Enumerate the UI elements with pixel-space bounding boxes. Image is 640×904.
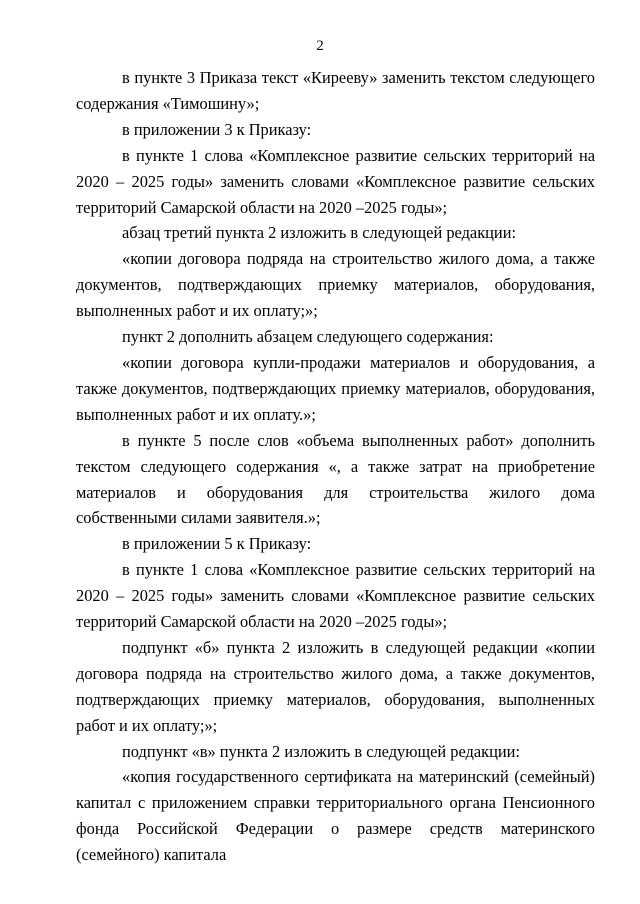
paragraph-12: подпункт «в» пункта 2 изложить в следующей редакции: bbox=[122, 741, 520, 761]
paragraph-11: подпункт «б» пункта 2 изложить в следующей редакции «копии договора подряда на строительство жилого дома, а также документов, подтверждающих приемку материалов, оборудования, выполненных работ и их оплату;»; bbox=[76, 637, 595, 735]
page-number: 2 bbox=[316, 38, 324, 54]
paragraph-13: «копия государственного сертификата на материнский (семейный) капитал с приложением справки территориального органа Пенсионного фонда Российской Федерации о размере средств материнского (семейного) капитала bbox=[76, 767, 595, 865]
paragraph-7: «копии договора купли-продажи материалов и оборудования, а также документов, подтверждающих приемку материалов, оборудования, выполненных работ и их оплату.»; bbox=[76, 352, 595, 424]
paragraph-2: в приложении 3 к Приказу: bbox=[122, 119, 312, 139]
document-body bbox=[76, 65, 595, 868]
paragraph-5: «копии договора подряда на строительство жилого дома, а также документов, подтверждающих приемку материалов, оборудования, выполненных работ и их оплату;»; bbox=[76, 249, 595, 321]
paragraph-8: в пункте 5 после слов «объема выполненных работ» дополнить текстом следующего содержания «, а также затрат на приобретение материалов и оборудования для строительства жилого дома собственными силами заявителя.»; bbox=[76, 430, 595, 528]
paragraph-10: в пункте 1 слова «Комплексное развитие сельских территорий на 2020 – 2025 годы» заменить словами «Комплексное развитие сельских территорий Самарской области на 2020 –2025 годы»; bbox=[76, 560, 595, 632]
paragraph-1: в пункте 3 Приказа текст «Кирееву» заменить текстом следующего содержания «Тимошину»; bbox=[76, 68, 595, 113]
paragraph-6: пункт 2 дополнить абзацем следующего содержания: bbox=[122, 327, 494, 347]
paragraph-9: в приложении 5 к Приказу: bbox=[122, 534, 312, 554]
paragraph-4: абзац третий пункта 2 изложить в следующей редакции: bbox=[122, 223, 517, 243]
paragraph-3: в пункте 1 слова «Комплексное развитие сельских территорий на 2020 – 2025 годы» заменить словами «Комплексное развитие сельских территорий Самарской области на 2020 –2025 годы»; bbox=[76, 145, 595, 217]
